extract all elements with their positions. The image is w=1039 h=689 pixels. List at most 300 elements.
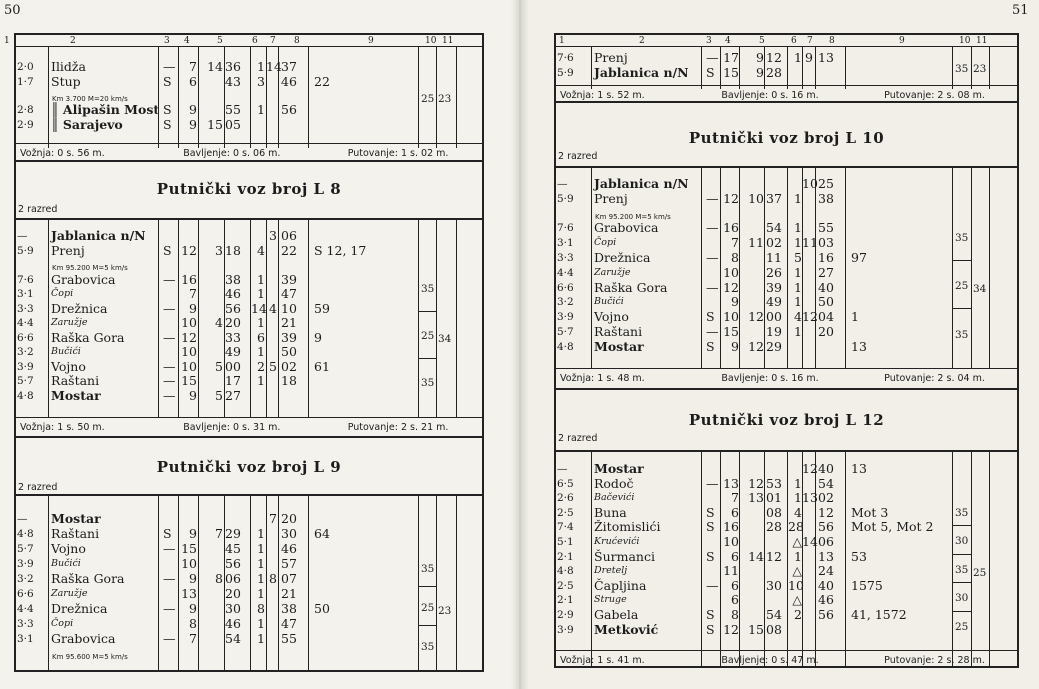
column-rule <box>158 220 159 417</box>
station-name: Mostar <box>51 511 101 526</box>
class-label: 2 razred <box>558 151 598 162</box>
arrival-minute: 46 <box>225 286 241 301</box>
row-rule <box>554 101 1019 103</box>
stop-type: S <box>706 504 715 520</box>
column-header-4: 4 <box>725 36 731 46</box>
station-name: Metković <box>594 621 659 637</box>
station-name: Drežnica <box>51 300 108 316</box>
column-9-value: 35 <box>955 506 969 519</box>
departure-minute: 06 <box>818 534 834 549</box>
column-rule <box>815 47 816 89</box>
arrival-minute: 49 <box>766 294 782 310</box>
column-header-10: 10 <box>425 36 437 46</box>
distance-km: 7·6 <box>557 52 574 64</box>
train-title: Putnički voz broj L 10 <box>688 129 885 147</box>
station-name: Prenj <box>51 242 85 258</box>
run-minutes: 15 <box>181 373 197 388</box>
run-minutes: 10 <box>723 309 739 325</box>
column-9-value: 25 <box>955 280 969 293</box>
station-name: Drežnica <box>51 601 108 616</box>
running-time: Vožnja: 0 s. 56 m. <box>20 148 105 159</box>
departure-minute: 50 <box>281 344 297 359</box>
dwell-minutes: 3 <box>257 74 265 89</box>
km-speed-note: Km 95.200 M=5 km/s <box>595 212 671 221</box>
stop-type: S <box>706 65 715 80</box>
arrival-minute: 00 <box>225 358 241 374</box>
column-rule <box>436 220 437 417</box>
column-9-value: 30 <box>955 592 969 605</box>
departure-minute: 39 <box>281 271 297 287</box>
column-header-7: 7 <box>807 36 813 46</box>
distance-km: 2·9 <box>557 609 574 621</box>
distance-km: 7·6 <box>557 222 574 235</box>
column-rule <box>591 452 592 668</box>
column-header-2: 2 <box>70 36 76 46</box>
dwell-minutes: 28 <box>788 519 804 535</box>
run-minutes: 6 <box>731 504 739 520</box>
arrival-minute: 28 <box>766 519 782 535</box>
train-title: Putnički voz broj L 8 <box>156 180 342 198</box>
column-rule <box>308 496 309 672</box>
connection-note: 41, 1572 <box>851 607 907 622</box>
run-minutes: 10 <box>181 315 197 330</box>
dwell-minutes: 1 <box>794 279 802 295</box>
station-name: Raštani <box>594 324 643 339</box>
dwell-minutes: 6 <box>257 329 265 345</box>
row-rule <box>14 436 484 438</box>
run-minutes: 15 <box>723 65 739 80</box>
run-minutes: 17 <box>723 50 739 65</box>
stop-type: — <box>706 324 719 339</box>
arrival-minute: 33 <box>225 329 241 345</box>
distance-km: 3·2 <box>17 346 34 358</box>
km-speed-note: Km 95.600 M=5 km/s <box>52 653 128 661</box>
dwell-minutes: 1 <box>257 59 265 74</box>
stop-type: — <box>163 59 176 74</box>
stop-type: — <box>706 577 719 593</box>
arrival-hour: 5 <box>215 358 223 374</box>
dwell-minutes: 1 <box>794 190 802 206</box>
distance-km: 5·1 <box>557 536 574 548</box>
stop-type: — <box>163 329 176 345</box>
dwell-minutes: 1 <box>257 344 265 359</box>
dwell-minutes: 1 <box>257 102 265 117</box>
distance-km: 5·7 <box>17 543 34 555</box>
dwell-minutes: 1 <box>257 616 265 631</box>
arrival-minute: 49 <box>225 344 241 359</box>
column-rule <box>989 168 990 368</box>
arrival-hour: 9 <box>756 65 764 80</box>
column-rule <box>48 220 49 417</box>
dwell-minutes: 4 <box>794 504 802 520</box>
arrival-hour: 15 <box>207 117 223 132</box>
arrival-hour: 7 <box>215 526 223 541</box>
run-minutes: 16 <box>723 220 739 236</box>
stop-type: — <box>706 279 719 295</box>
station-name: Čapljina <box>594 577 647 593</box>
stop-type: S <box>706 621 715 637</box>
station-name: Raška Gora <box>594 279 668 295</box>
connection-note: 64 <box>314 526 330 541</box>
row-rule <box>554 388 1019 390</box>
stop-type: — <box>163 387 176 403</box>
column-rule <box>971 47 972 89</box>
column-rule <box>456 496 457 672</box>
row-rule <box>14 494 484 496</box>
departure-minute: 13 <box>818 548 834 564</box>
arrival-hour: 9 <box>756 50 764 65</box>
arrival-minute: 06 <box>225 571 241 586</box>
column-10-value: 23 <box>438 93 452 105</box>
arrival-hour: 15 <box>748 621 764 637</box>
distance-km: 5·9 <box>17 244 34 257</box>
departure-minute: 57 <box>281 556 297 571</box>
arrival-minute: 02 <box>766 235 782 251</box>
distance-km: 3·1 <box>17 288 34 300</box>
page-number: 51 <box>1012 3 1029 18</box>
column-rule <box>764 47 765 89</box>
departure-minute: 47 <box>281 616 297 631</box>
run-minutes: 9 <box>189 102 197 117</box>
running-time: Vožnja: 1 s. 41 m. <box>560 655 645 666</box>
station-name: Bučići <box>51 346 81 357</box>
distance-km: 6·6 <box>557 281 574 294</box>
departure-minute: 10 <box>281 300 297 316</box>
column-9-value: 35 <box>955 232 969 245</box>
stop-type: — <box>706 220 719 236</box>
dwell-minutes: 10 <box>788 577 804 593</box>
distance-km: 4·8 <box>17 528 34 540</box>
dwell-minutes: 1 <box>257 556 265 571</box>
arrival-minute: 19 <box>766 324 782 339</box>
column-rule <box>845 47 846 89</box>
departure-minute: 21 <box>281 586 297 601</box>
station-name: Jablanica n/N <box>594 65 689 80</box>
station-name: Čopi <box>594 237 617 249</box>
departure-minute: 39 <box>281 329 297 345</box>
class-label: 2 razred <box>18 482 58 493</box>
run-minutes: 11 <box>723 563 739 579</box>
column-header-7: 7 <box>270 36 276 46</box>
connection-note: 22 <box>314 74 330 89</box>
connection-note: 9 <box>314 329 322 345</box>
distance-km: 2·1 <box>557 594 574 607</box>
dwell-minutes: 1 <box>794 264 802 280</box>
row-rule <box>952 525 971 526</box>
dwell-minutes: 1 <box>794 324 802 339</box>
distance-km: 1·7 <box>17 76 34 88</box>
column-9-value: 25 <box>421 93 435 105</box>
departure-hour: 10 <box>802 176 818 191</box>
departure-minute: 37 <box>281 59 297 74</box>
dwell-minutes: 8 <box>257 601 265 616</box>
distance-km: 2·1 <box>557 550 574 563</box>
run-minutes: 6 <box>731 577 739 593</box>
dwell-minutes: 4 <box>794 309 802 325</box>
departure-minute: 02 <box>818 490 834 506</box>
run-minutes: 12 <box>723 621 739 637</box>
station-name: Dretelj <box>594 565 628 577</box>
distance-km: 5·9 <box>557 192 574 205</box>
station-name: Šurmanci <box>594 548 655 564</box>
row-rule <box>418 586 436 587</box>
run-minutes: 12 <box>181 329 197 345</box>
arrival-minute: 37 <box>766 190 782 206</box>
run-minutes: 12 <box>181 242 197 258</box>
dwell-minutes: 2 <box>257 358 265 374</box>
arrival-minute: 00 <box>766 309 782 325</box>
departure-minute: 54 <box>818 475 834 491</box>
departure-minute: 02 <box>281 358 297 374</box>
arrival-minute: 17 <box>225 373 241 388</box>
stop-type: S <box>163 74 172 89</box>
distance-km: 6·6 <box>17 588 34 600</box>
run-minutes: 15 <box>181 541 197 556</box>
stop-type: — <box>163 271 176 287</box>
departure-minute: 46 <box>818 592 834 608</box>
dwell-minutes: 1 <box>794 490 802 506</box>
distance-km: 5·7 <box>557 326 574 338</box>
run-minutes: 13 <box>181 586 197 601</box>
column-9-value: 35 <box>955 62 969 75</box>
run-minutes: 7 <box>189 286 197 301</box>
departure-minute: 21 <box>281 315 297 330</box>
dwell-minutes: 1 <box>257 541 265 556</box>
run-minutes: 12 <box>723 279 739 295</box>
station-name: Raška Gora <box>51 329 125 345</box>
column-9-value: 25 <box>421 601 435 614</box>
page-number: 50 <box>4 3 21 18</box>
distance-km: 3·3 <box>557 252 574 264</box>
column-rule <box>158 47 159 148</box>
run-minutes: 9 <box>189 117 197 132</box>
distance-km: 3·2 <box>17 573 34 585</box>
arrival-hour: 10 <box>748 190 764 206</box>
column-rule <box>266 220 267 417</box>
arrival-minute: 56 <box>225 556 241 571</box>
dwell-minutes: 4 <box>257 242 265 258</box>
column-9-value: 25 <box>955 620 969 633</box>
column-rule <box>764 452 765 668</box>
column-rule <box>591 168 592 368</box>
running-time: Vožnja: 1 s. 50 m. <box>20 422 105 433</box>
km-speed-note: Km 3.700 M=20 km/s <box>52 95 128 103</box>
dwell-minutes: 1 <box>257 586 265 601</box>
column-rule <box>952 47 953 89</box>
arrival-minute: 54 <box>766 220 782 236</box>
departure-minute: 55 <box>818 220 834 236</box>
dwell-minutes: △ <box>792 534 802 549</box>
run-minutes: 10 <box>181 358 197 374</box>
column-header-5: 5 <box>217 36 223 46</box>
run-minutes: 7 <box>731 490 739 506</box>
column-rule <box>418 220 419 417</box>
arrival-minute: 46 <box>225 616 241 631</box>
station-name: Bučići <box>594 296 624 308</box>
run-minutes: 9 <box>731 294 739 310</box>
departure-minute: 12 <box>818 504 834 520</box>
distance-km: — <box>557 178 568 190</box>
distance-km: 2·0 <box>17 61 34 73</box>
arrival-minute: 30 <box>766 577 782 593</box>
station-name: Vojno <box>51 541 86 556</box>
travel-time: Putovanje: 1 s. 02 m. <box>347 148 449 159</box>
run-minutes: 13 <box>723 475 739 491</box>
distance-km: 4·8 <box>17 389 34 402</box>
train-title: Putnički voz broj L 9 <box>156 458 342 476</box>
distance-km: 4·8 <box>557 340 574 353</box>
arrival-minute: 27 <box>225 387 241 403</box>
station-name: Raštani <box>51 373 100 388</box>
column-rule <box>971 452 972 668</box>
column-9-value: 35 <box>421 377 435 390</box>
run-minutes: 15 <box>723 324 739 339</box>
station-name: Struge <box>594 594 627 606</box>
right-page <box>519 0 1039 689</box>
column-10-value: 34 <box>438 333 452 346</box>
stop-type: — <box>706 50 719 65</box>
dwell-minutes: 1 <box>257 286 265 301</box>
distance-km: 2·5 <box>557 506 574 519</box>
distance-km: 3·9 <box>557 311 574 324</box>
arrival-minute: 29 <box>766 338 782 354</box>
row-rule <box>554 368 1019 369</box>
column-header-4: 4 <box>184 36 190 46</box>
connection-note: Mot 3 <box>851 504 889 520</box>
distance-km: 3·1 <box>557 237 574 250</box>
departure-minute: 40 <box>818 279 834 295</box>
row-rule <box>952 582 971 583</box>
dwell-time: Bavljenje: 0 s. 31 m. <box>183 422 281 433</box>
row-rule <box>554 85 1019 86</box>
running-time: Vožnja: 1 s. 52 m. <box>560 90 645 101</box>
station-name: Čopi <box>51 618 74 629</box>
arrival-hour: 14 <box>748 548 764 564</box>
column-9-value: 35 <box>421 282 435 295</box>
arrival-hour: 8 <box>215 571 223 586</box>
station-name: Vojno <box>594 309 629 325</box>
arrival-minute: 53 <box>766 475 782 491</box>
station-name: Zaružje <box>594 266 631 278</box>
departure-minute: 38 <box>818 190 834 206</box>
station-name: Mostar <box>594 461 644 476</box>
arrival-minute: 20 <box>225 586 241 601</box>
distance-km: 2·6 <box>557 492 574 505</box>
station-name: Raška Gora <box>51 571 125 586</box>
column-rule <box>952 452 953 668</box>
column-rule <box>591 47 592 89</box>
distance-km: — <box>17 230 28 242</box>
run-minutes: 16 <box>723 519 739 535</box>
row-rule <box>418 311 436 312</box>
arrival-minute: 18 <box>225 242 241 258</box>
departure-minute: 22 <box>281 242 297 258</box>
arrival-minute: 30 <box>225 601 241 616</box>
column-header-1: 1 <box>559 36 565 46</box>
stop-type: S <box>706 548 715 564</box>
column-10-value: 25 <box>973 566 987 579</box>
arrival-minute: 39 <box>766 279 782 295</box>
station-name: Zaružje <box>51 588 88 599</box>
distance-km: 5·9 <box>557 67 574 79</box>
run-minutes: 8 <box>731 607 739 622</box>
column-rule <box>436 47 437 148</box>
arrival-minute: 29 <box>225 526 241 541</box>
arrival-minute: 45 <box>225 541 241 556</box>
column-rule <box>971 168 972 368</box>
column-rule <box>278 496 279 672</box>
stop-type: S <box>163 242 172 258</box>
departure-hour: 4 <box>269 300 277 316</box>
run-minutes: 10 <box>181 556 197 571</box>
station-name: Grabovica <box>51 271 116 287</box>
dwell-minutes: 1 <box>794 220 802 236</box>
run-minutes: 6 <box>731 548 739 564</box>
departure-minute: 40 <box>818 461 834 476</box>
column-rule <box>701 47 702 89</box>
column-rule <box>418 496 419 672</box>
departure-minute: 56 <box>818 607 834 622</box>
departure-minute: 07 <box>281 571 297 586</box>
column-rule <box>952 168 953 368</box>
station-name: Mostar <box>594 338 644 354</box>
column-header-11: 11 <box>442 36 454 46</box>
departure-hour: 14 <box>266 59 282 74</box>
running-time: Vožnja: 1 s. 48 m. <box>560 373 645 384</box>
column-rule <box>456 220 457 417</box>
dwell-minutes: 1 <box>257 315 265 330</box>
connection-note: S 12, 17 <box>314 242 367 258</box>
dwell-minutes: 1 <box>794 50 802 65</box>
station-name: Grabovica <box>51 631 116 646</box>
departure-minute: 20 <box>818 324 834 339</box>
row-rule <box>14 218 484 220</box>
stop-type: S <box>163 117 172 132</box>
run-minutes: 12 <box>723 190 739 206</box>
dwell-minutes: 1 <box>257 373 265 388</box>
departure-hour: 7 <box>269 511 277 526</box>
stop-type: — <box>706 475 719 491</box>
distance-km: 6·6 <box>17 331 34 344</box>
run-minutes: 9 <box>189 526 197 541</box>
connection-note: 50 <box>314 601 330 616</box>
stop-type: S <box>706 309 715 325</box>
dwell-minutes: 1 <box>257 271 265 287</box>
connection-note: 97 <box>851 250 867 265</box>
station-name: Zaružje <box>51 317 88 328</box>
departure-minute: 46 <box>281 541 297 556</box>
departure-minute: 55 <box>281 631 297 646</box>
arrival-hour: 12 <box>748 309 764 325</box>
column-header-9: 9 <box>899 36 905 46</box>
dwell-time: Bavljenje: 0 s. 16 m. <box>721 90 819 101</box>
distance-km: 6·5 <box>557 477 574 490</box>
run-minutes: 8 <box>189 616 197 631</box>
arrival-minute: 01 <box>766 490 782 506</box>
left-page <box>0 0 519 689</box>
station-name: Bučići <box>51 558 81 569</box>
departure-minute: 06 <box>281 228 297 243</box>
arrival-hour: 11 <box>748 235 764 251</box>
distance-km: 3·3 <box>17 302 34 315</box>
row-rule <box>952 554 971 555</box>
row-rule <box>14 143 484 144</box>
column-header-10: 10 <box>959 36 971 46</box>
connection-note: 61 <box>314 358 330 374</box>
run-minutes: 8 <box>731 250 739 265</box>
column-rule <box>436 496 437 672</box>
distance-km: 4·8 <box>557 565 574 578</box>
